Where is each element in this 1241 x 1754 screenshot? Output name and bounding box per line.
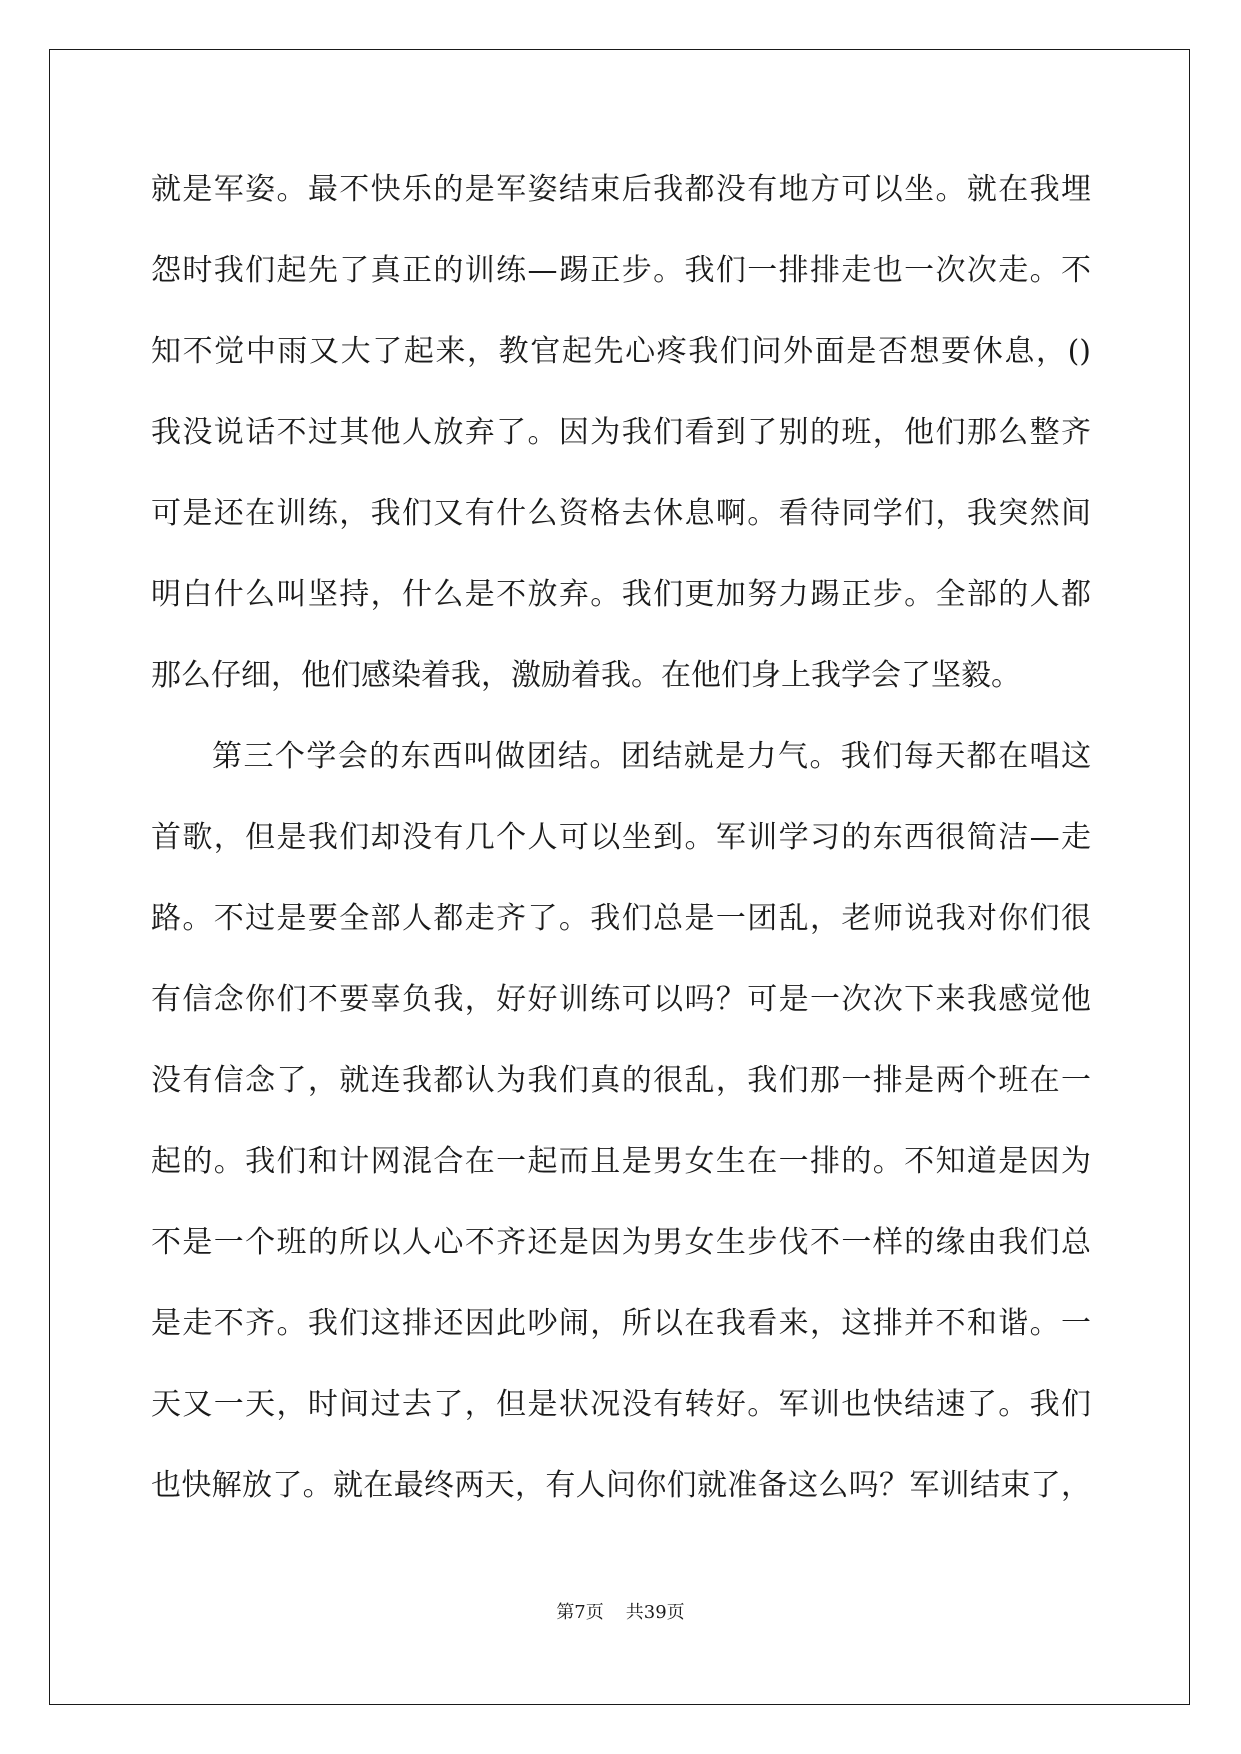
text-line: 有信念你们不要辜负我，好好训练可以吗？可是一次次下来我感觉他 [151, 982, 1091, 1017]
text-line: 路。不过是要全部人都走齐了。我们总是一团乱，老师说我对你们很 [151, 901, 1091, 936]
paragraph-first-line: 第三个学会的东西叫做团结。团结就是力气。我们每天都在唱这 [212, 739, 1091, 774]
text-line: 天又一天，时间过去了，但是状况没有转好。军训也快结速了。我们 [151, 1387, 1091, 1422]
text-line: 是走不齐。我们这排还因此吵闹，所以在我看来，这排并不和谐。一 [151, 1306, 1091, 1341]
text-line: 也快解放了。就在最终两天，有人问你们就准备这么吗？军训结束了， [151, 1468, 1091, 1503]
text-line: 明白什么叫坚持，什么是不放弃。我们更加努力踢正步。全部的人都 [151, 577, 1091, 612]
text-line: 可是还在训练，我们又有什么资格去休息啊。看待同学们，我突然间 [151, 496, 1091, 531]
text-line: 就是军姿。最不快乐的是军姿结束后我都没有地方可以坐。就在我埋 [151, 172, 1091, 207]
text-line: 怨时我们起先了真正的训练—踢正步。我们一排排走也一次次走。不 [151, 253, 1091, 288]
text-line: 我没说话不过其他人放弃了。因为我们看到了别的班，他们那么整齐 [151, 415, 1091, 450]
text-line: 知不觉中雨又大了起来，教官起先心疼我们问外面是否想要休息，() [151, 334, 1091, 369]
text-line: 不是一个班的所以人心不齐还是因为男女生步伐不一样的缘由我们总 [151, 1225, 1091, 1260]
text-line: 起的。我们和计网混合在一起而且是男女生在一排的。不知道是因为 [151, 1144, 1091, 1179]
page-total: 共39页 [625, 1602, 685, 1623]
text-line: 首歌，但是我们却没有几个人可以坐到。军训学习的东西很简洁—走 [151, 820, 1091, 855]
page-number: 第7页 [556, 1602, 604, 1623]
page-border [49, 49, 1190, 1705]
text-line: 那么仔细，他们感染着我，激励着我。在他们身上我学会了坚毅。 [151, 658, 1021, 693]
page-footer [0, 1598, 1241, 1624]
text-line: 没有信念了，就连我都认为我们真的很乱，我们那一排是两个班在一 [151, 1063, 1091, 1098]
